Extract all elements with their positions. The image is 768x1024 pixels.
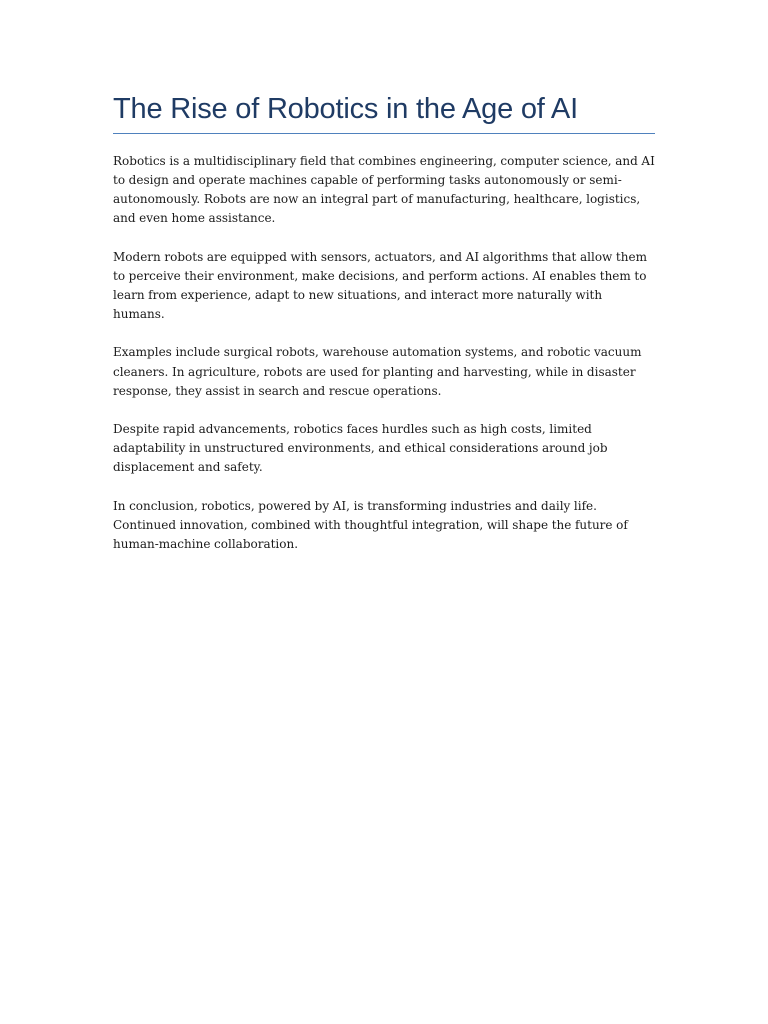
paragraph-intro: Robotics is a multidisciplinary field that combines engineering, computer science, and AI to design and operate machines capable of performing tasks autonomously or semi-autonomously. Robots are now an integral part of manufacturing, healthcare, logistics, and even home assistance. [113,153,655,226]
paragraph-challenges: Despite rapid advancements, robotics faces hurdles such as high costs, limited adaptability in unstructured environments, and ethical considerations around job displacement and safety. [113,422,608,475]
document-title: The Rise of Robotics in the Age of AI [113,93,578,125]
paragraph-conclusion: In conclusion, robotics, powered by AI, is transforming industries and daily life. Continued innovation, combined with thoughtful integration, will shape the future of human-machine collaboration. [113,498,628,552]
document-body [113,92,655,573]
paragraph-examples: Examples include surgical robots, warehouse automation systems, and robotic vacuum cleaners. In agriculture, robots are used for planting and harvesting, while in disaster response, they assist in search and rescue operations. [113,345,642,398]
paragraph-modern-robots: Modern robots are equipped with sensors, actuators, and AI algorithms that allow them to perceive their environment, make decisions, and perform actions. AI enables them to learn from experience, adapt to new situations, and interact more naturally with humans. [113,249,647,322]
title-underline-rule [113,133,655,134]
